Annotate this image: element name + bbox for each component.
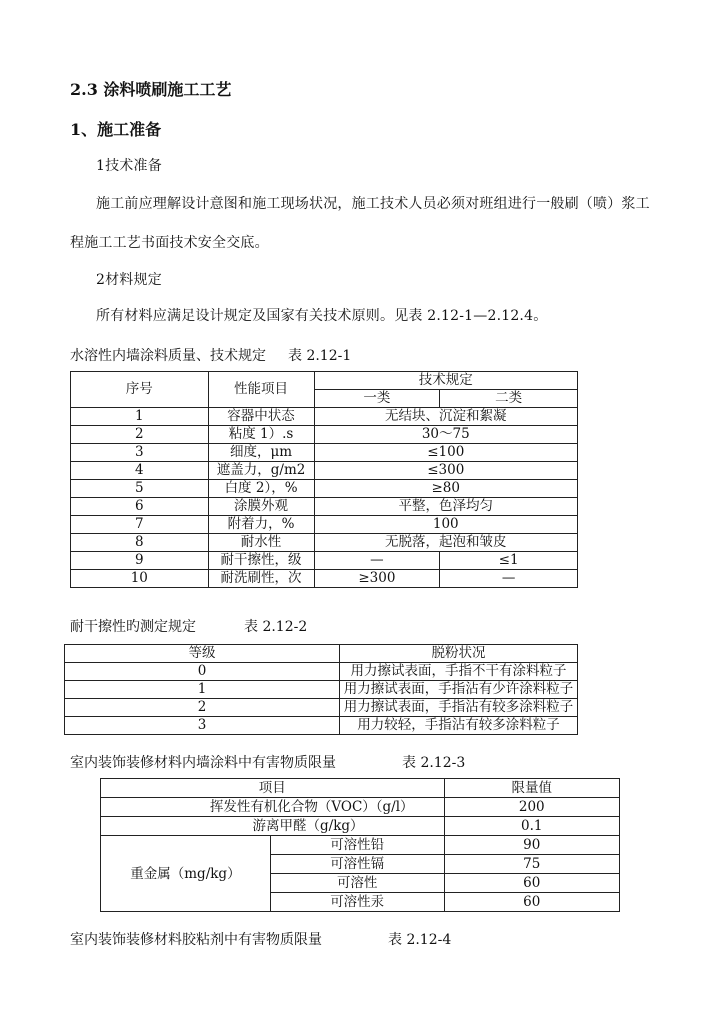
table-row [71,516,578,534]
cell: 耐干擦性，级 [208,552,314,570]
table-row [71,534,578,552]
cell: 10 [71,570,209,588]
cell: — [440,570,578,588]
cell: 2 [71,426,209,444]
cell: 用力擦试表面，手指沾有少许涂料粒子 [340,681,578,699]
cell: 白度 2），% [208,480,314,498]
cell: 3 [65,717,340,735]
coating-hazard-table [100,778,620,912]
table-row [71,426,578,444]
table-row [65,681,578,699]
subsection-title: 1、施工准备 [70,120,162,139]
quality-spec-table [70,371,578,588]
cell: 9 [71,552,209,570]
cell: 粘度 1）.s [208,426,314,444]
cell: 容器中状态 [208,408,314,426]
table-number: 表 2.12-2 [244,619,308,635]
paragraph-line: 程施工工艺书面技术安全交底。 [70,235,269,251]
table-caption: 室内装饰装修材料内墙涂料中有害物质限量 [70,755,336,771]
table-row [101,836,620,855]
table-number: 表 2.12-1 [288,348,352,364]
cell: 200 [444,798,619,817]
cell: 1 [65,681,340,699]
cell: ≤300 [314,462,577,480]
cell: 3 [71,444,209,462]
cell: 8 [71,534,209,552]
cell: 2 [65,699,340,717]
cell: 用力较轻，手指沾有较多涂料粒子 [340,717,578,735]
table-number: 表 2.12-3 [402,755,466,771]
cell: 无结块、沉淀和絮凝 [314,408,577,426]
cell: 耐水性 [208,534,314,552]
cell: 0.1 [444,817,619,836]
table-number: 表 2.12-4 [388,932,452,948]
section-title: 2.3 涂料喷刷施工工艺 [70,80,232,99]
cell: 1 [71,408,209,426]
table-caption: 水溶性内墙涂料质量、技术规定 [70,348,266,364]
tech-prep-heading: 1技术准备 [96,158,162,174]
table-caption: 耐干擦性旳测定规定 [70,619,196,635]
cell: 耐洗刷性，次 [208,570,314,588]
cell: 7 [71,516,209,534]
cell: ≤1 [440,552,578,570]
cell: 60 [444,893,619,912]
header-cell: 脱粉状况 [340,645,578,663]
header-cell: 序号 [71,372,209,408]
cell: 4 [71,462,209,480]
table-row [71,570,578,588]
table-row [71,552,578,570]
cell: 0 [65,663,340,681]
cell: 60 [444,874,619,893]
cell: 平整，色泽均匀 [314,498,577,516]
table-row [71,444,578,462]
cell: 用力擦试表面，手指不干有涂料粒子 [340,663,578,681]
cell: 游离甲醛（g/kg） [101,817,445,836]
cell: ≥300 [314,570,440,588]
cell: ≥80 [314,480,577,498]
cell: 附着力，% [208,516,314,534]
cell: 遮盖力，g/m2 [208,462,314,480]
cell: 100 [314,516,577,534]
dry-rub-table [64,644,578,735]
paragraph-line: 所有材料应满足设计规定及国家有关技术原则。见表 2.12-1—2.12.4。 [96,308,548,324]
table-row [101,817,620,836]
table-row [71,408,578,426]
cell: 6 [71,498,209,516]
cell: 5 [71,480,209,498]
table-row [65,717,578,735]
cell: 可溶性汞 [270,893,444,912]
header-cell: 一类 [314,390,440,408]
header-cell: 限量值 [444,779,619,798]
cell: 挥发性有机化合物（VOC）（g/l） [101,798,445,817]
cell: 可溶性镉 [270,855,444,874]
cell: 细度，μm [208,444,314,462]
cell: 75 [444,855,619,874]
table-row [71,498,578,516]
table-row [101,798,620,817]
table-row [71,480,578,498]
cell: 无脱落，起泡和皱皮 [314,534,577,552]
cell: 用力擦试表面，手指沾有较多涂料粒子 [340,699,578,717]
cell: 重金属（mg/kg） [101,836,271,912]
header-cell: 项目 [101,779,445,798]
table-caption: 室内装饰装修材料胶粘剂中有害物质限量 [70,932,322,948]
table-row [71,462,578,480]
table-row [65,663,578,681]
table-row [65,699,578,717]
material-heading: 2材料规定 [96,272,162,288]
header-cell: 二类 [440,390,578,408]
cell: 涂膜外观 [208,498,314,516]
header-cell: 等级 [65,645,340,663]
cell: 30～75 [314,426,577,444]
header-cell: 技术规定 [314,372,577,390]
paragraph-line: 施工前应理解设计意图和施工现场状况，施工技术人员必须对班组进行一般刷（喷）浆工 [96,196,650,212]
cell: — [314,552,440,570]
header-cell: 性能项目 [208,372,314,408]
cell: 可溶性 [270,874,444,893]
cell: 可溶性铅 [270,836,444,855]
cell: ≤100 [314,444,577,462]
cell: 90 [444,836,619,855]
